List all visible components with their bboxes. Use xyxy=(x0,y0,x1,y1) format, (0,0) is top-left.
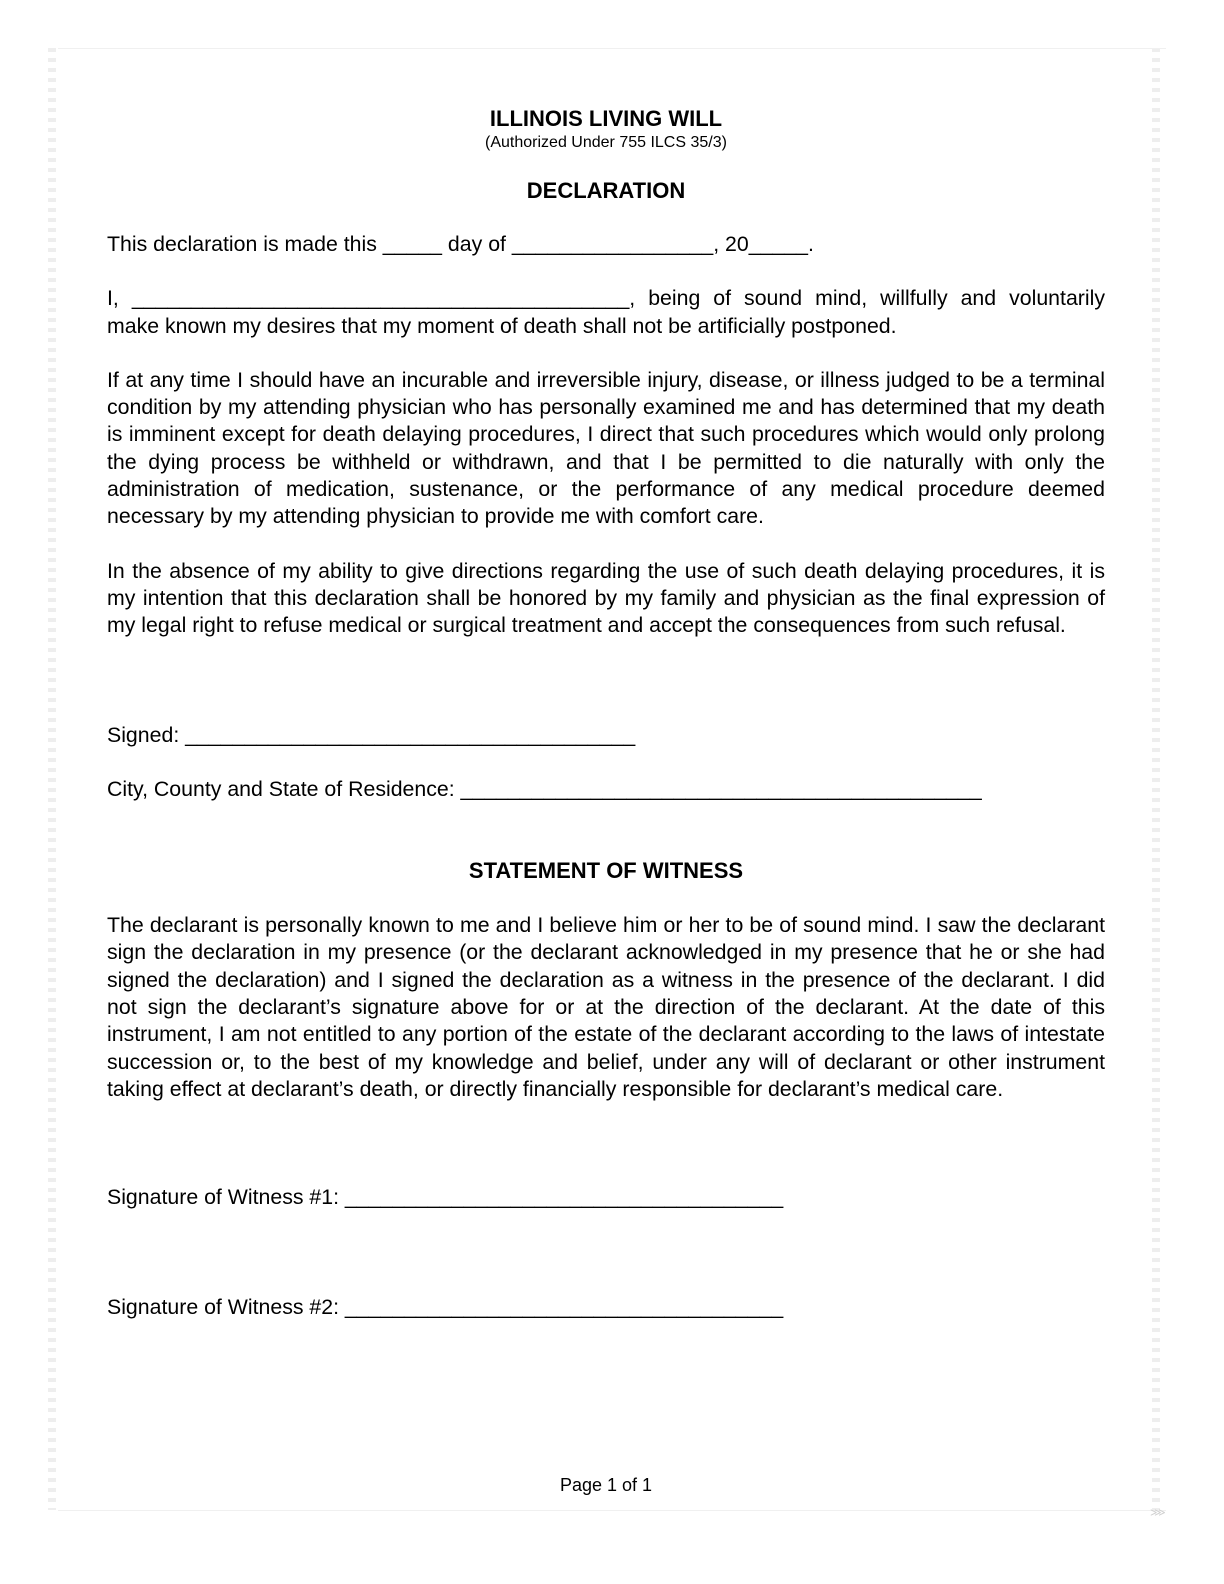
page-number: Page 1 of 1 xyxy=(559,1475,653,1495)
right-page-border xyxy=(1152,48,1160,1510)
intention-paragraph: In the absence of my ability to give directions regarding the use of such death delaying procedures, it is my intention that this declaration shall be honored by my family and physician as the final expression of my legal right to refuse medical or surgical treatment and accept the consequences from such refusal. xyxy=(107,558,1105,638)
document-subtitle: (Authorized Under 755 ILCS 35/3) xyxy=(485,134,727,151)
bottom-page-border xyxy=(58,1510,1166,1511)
document-title: ILLINOIS LIVING WILL xyxy=(489,106,723,131)
witness-1-signature-line: Signature of Witness #1: _____________________________________ xyxy=(107,1185,784,1210)
page-curl-icon: ⋙ xyxy=(1150,1506,1166,1519)
signed-line: Signed: ______________________________________ xyxy=(107,722,636,747)
top-page-border xyxy=(58,48,1166,49)
declarant-line: I, __________________________________________, being of sound mind, willfully and voluntarily make known my desires that my moment of death shall not be artificially postponed. xyxy=(107,286,1105,338)
left-page-border xyxy=(48,48,56,1510)
date-line: This declaration is made this _____ day of _________________, 20_____. xyxy=(107,232,814,256)
document-page xyxy=(107,105,1105,1321)
witness-2-signature-line: Signature of Witness #2: _____________________________________ xyxy=(107,1294,784,1319)
declaration-heading: DECLARATION xyxy=(526,178,686,203)
terminal-condition-paragraph: If at any time I should have an incurable and irreversible injury, disease, or illness judged to be a terminal condition by my attending physician who has personally examined me and has determined that my death is imminent except for death delaying procedures, I direct that such procedures which would only prolong the dying process be withheld or withdrawn, and that I be permitted to die naturally with only the administration of medication, sustenance, or the performance of any medical procedure deemed necessary by my attending physician to provide me with comfort care. xyxy=(107,367,1105,529)
witness-heading: STATEMENT OF WITNESS xyxy=(468,858,744,884)
residence-line: City, County and State of Residence: ____________________________________________ xyxy=(107,776,982,801)
witness-statement: The declarant is personally known to me and I believe him or her to be of sound mind. I saw the declarant sign the declaration in my presence (or the declarant acknowledged in my presence that he or she had signed the declaration) and I signed the declaration as a witness in the presence of the declarant. I did not sign the declarant’s signature above for or at the direction of the declarant. At the date of this instrument, I am not entitled to any portion of the estate of the declarant according to the laws of intestate succession or, to the best of my knowledge and belief, under any will of declarant or other instrument taking effect at declarant’s death, or directly financially responsible for declarant’s medical care. xyxy=(107,913,1105,1101)
